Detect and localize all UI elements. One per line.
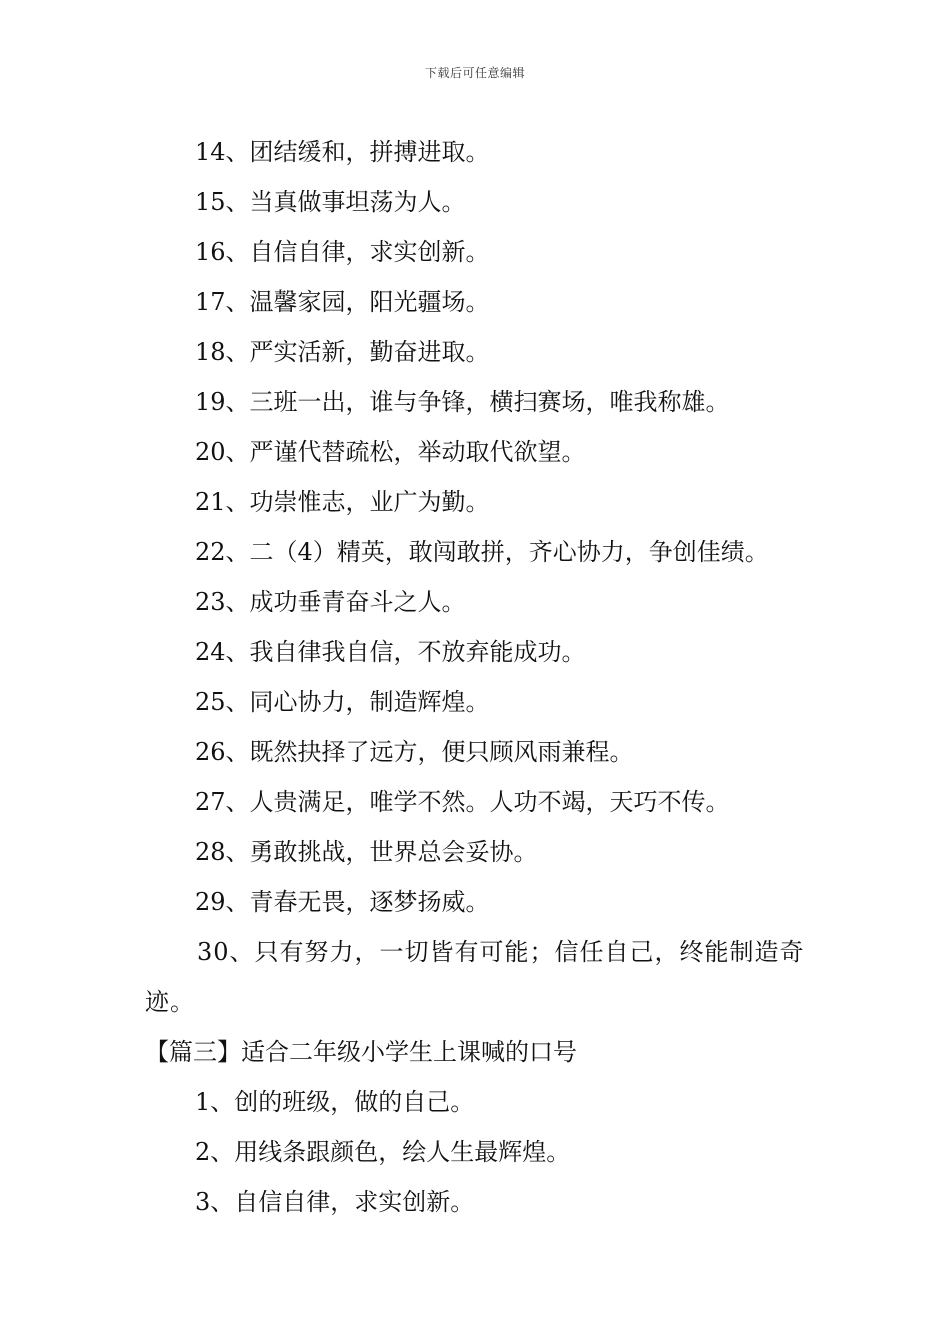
list-item: 20、严谨代替疏松，举动取代欲望。 [195,438,586,466]
list-item-wrapped: 30、只有努力，一切皆有可能；信任自己，终能制造奇迹。 [145,938,805,1016]
document-body [145,127,810,1227]
list-item: 24、我自律我自信，不放弃能成功。 [195,638,586,666]
list-item: 1、创的班级，做的自己。 [195,1088,475,1116]
list-item: 18、严实活新，勤奋进取。 [195,338,490,366]
list-item: 27、人贵满足，唯学不然。人功不竭，天巧不传。 [195,788,730,816]
list-item: 19、三班一出，谁与争锋，横扫赛场，唯我称雄。 [195,388,730,416]
list-item: 22、二（4）精英，敢闯敢拼，齐心协力，争创佳绩。 [195,538,769,566]
list-item: 16、自信自律，求实创新。 [195,238,490,266]
list-item: 21、功崇惟志，业广为勤。 [195,488,490,516]
section-title: 【篇三】适合二年级小学生上课喊的口号 [145,1038,577,1066]
list-item: 26、既然抉择了远方，便只顾风雨兼程。 [195,738,634,766]
list-item: 29、青春无畏，逐梦扬威。 [195,888,490,916]
list-item: 28、勇敢挑战，世界总会妥协。 [195,838,538,866]
list-item: 17、温馨家园，阳光疆场。 [195,288,490,316]
list-item: 23、成功垂青奋斗之人。 [195,588,466,616]
list-item: 25、同心协力，制造辉煌。 [195,688,490,716]
list-item: 2、用线条跟颜色，绘人生最辉煌。 [195,1138,571,1166]
list-item: 15、当真做事坦荡为人。 [195,188,466,216]
page-header: 下载后可任意编辑 [424,66,525,80]
list-item: 14、团结缓和，拼搏进取。 [195,138,490,166]
list-item: 3、自信自律，求实创新。 [195,1188,475,1216]
